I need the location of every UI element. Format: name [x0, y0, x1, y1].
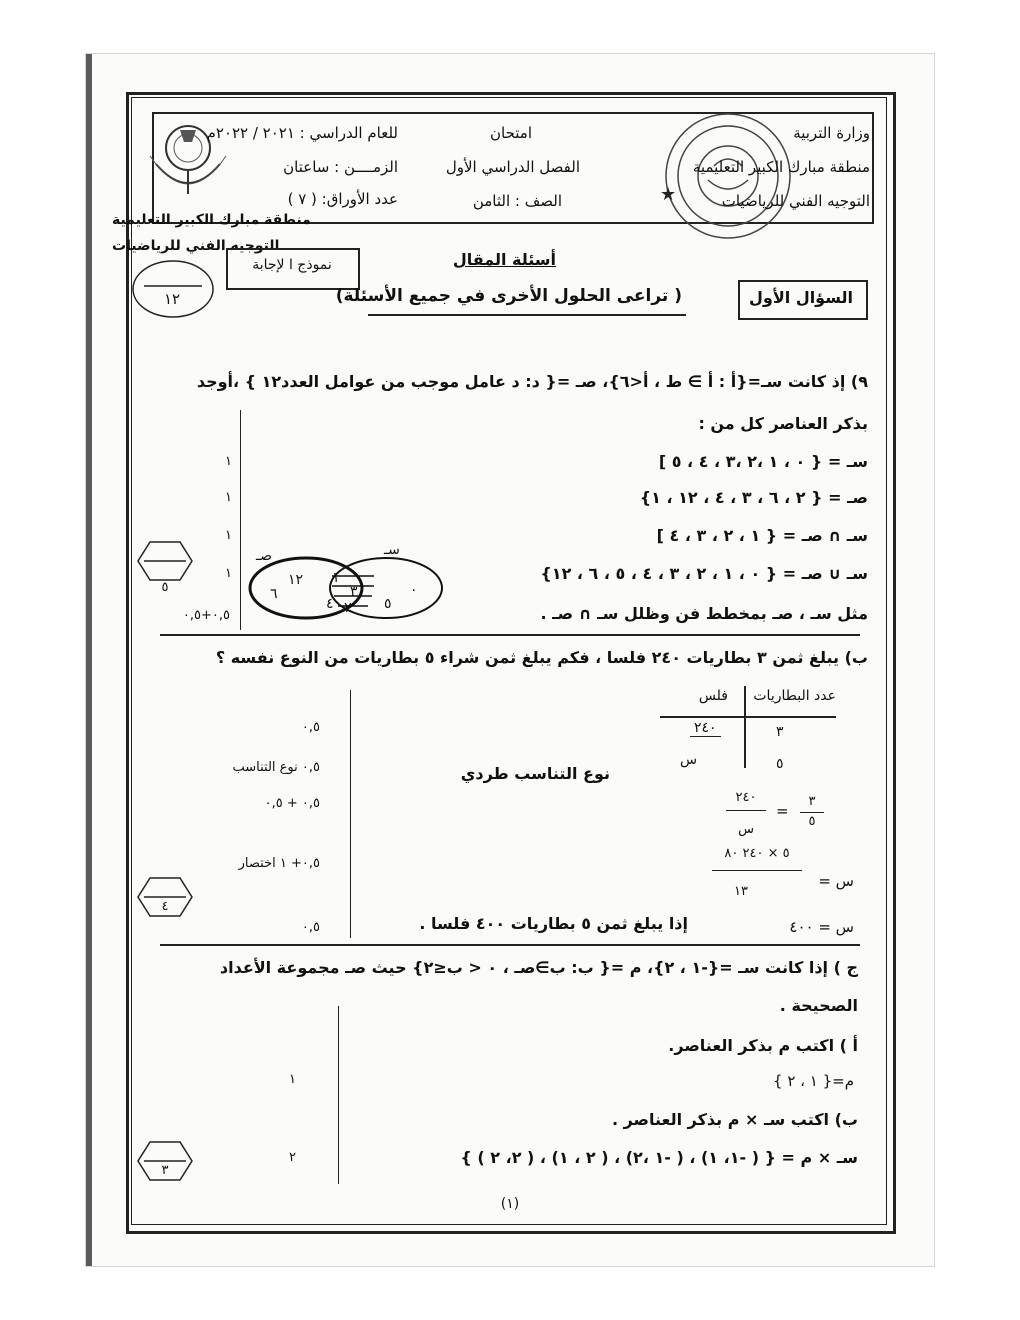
calc-denominator: ١٣: [734, 884, 748, 899]
venn-element: ٠: [410, 582, 418, 598]
total-score-circle: [130, 258, 216, 320]
part-a-score-hexagon: [136, 540, 194, 582]
stamp-text-region: منطقة مبارك الكبير التعليمية: [112, 212, 311, 228]
venn-element: ٦: [270, 586, 278, 602]
model-answer-label: نموذج ا لإجابة: [252, 257, 332, 273]
table-header-fils: فلس: [698, 688, 728, 704]
part-b-score-value: ٤: [161, 899, 169, 914]
mark: ٠,٥ نوع التناسب: [232, 760, 320, 775]
table-column-divider: [744, 686, 746, 768]
part-a-set-sad: صـ = { ٢ ، ٦ ، ٣ ، ٤ ، ١٢ ، ١}: [639, 488, 868, 507]
part-c-question-line1: ج ) إذا كانت سـ ={-١ ، ٢}، م ={ ب: ب∋صـ ، ٠ < ب≤٢} حيث صـ مجموعة الأعداد: [219, 958, 858, 977]
venn-element: ٥: [384, 596, 392, 612]
calc-result: س = ٤٠٠: [789, 918, 854, 936]
mark: ٢: [289, 1150, 296, 1165]
table-cell: س: [680, 752, 698, 768]
part-c-question-line2: الصحيحة .: [779, 996, 858, 1015]
prop-denominator-right: س: [738, 822, 754, 837]
paper-stack-edge: [86, 54, 92, 1266]
academic-year: للعام الدراسي : ٢٠٢١ / ٢٠٢٢م: [206, 124, 398, 142]
part-a-venn-instruction: مثل سـ ، صـ بمخطط فن وظلل سـ ∩ صـ .: [540, 604, 868, 623]
mark: ٠,٥+ ١ اختصار: [238, 856, 320, 871]
total-score-value: ١٢: [163, 290, 181, 308]
semester-label: الفصل الدراسي الأول: [445, 158, 580, 176]
table-rule: [660, 716, 836, 718]
table-header-count: عدد البطاريات: [753, 688, 836, 704]
department-name: التوجيه الفني للرياضيات: [721, 192, 870, 210]
prop-numerator-left: ٣: [808, 794, 816, 809]
page-number: (١): [500, 1196, 520, 1212]
part-b-question: ب) يبلغ ثمن ٣ بطاريات ٢٤٠ فلسا ، فكم يبلغ ثمن شراء ٥ بطاريات من النوع نفسه ؟: [215, 648, 868, 667]
part-a-set-s: سـ = { ٠ ، ١ ،٢ ،٣ ، ٤ ، ٥ ]: [658, 452, 868, 471]
part-c-answer-b: سـ × م = { ( -١، ١) ، ( -١ ،٢) ، ( ٢ ، ١) ، ( ٢، ٢ ) }: [460, 1148, 858, 1167]
venn-label-sad: صـ: [256, 548, 272, 564]
equals-sign: =: [776, 802, 789, 820]
part-a-mark-divider: [240, 410, 241, 630]
part-c-subquestion-a: أ ) اكتب م بذكر العناصر.: [668, 1036, 858, 1055]
part-a-question-line1: ٩) إذ كانت سـ={أ : أ ∋ ط ، أ<٦}، صـ ={ د: د عامل موجب من عوامل العدد١٢ } ،أوجد: [196, 372, 868, 391]
prop-numerator-right: ٢٤٠: [735, 790, 757, 805]
table-cell: ٢٤٠: [690, 720, 721, 737]
part-a-union: سـ ∪ صـ = { ٠ ، ١ ، ٢ ، ٣ ، ٤ ، ٥ ، ٦ ، ١٢}: [540, 564, 868, 583]
fraction-bar: [726, 810, 766, 811]
part-c-score-value: ٣: [161, 1163, 169, 1178]
venn-element: ١٢: [288, 572, 304, 588]
part-c-mark-divider: [338, 1006, 339, 1184]
part-b-conclusion: إذا يبلغ ثمن ٥ بطاريات ٤٠٠ فلسا .: [419, 914, 688, 933]
part-c-subquestion-b: ب) اكتب سـ × م بذكر العناصر .: [611, 1110, 858, 1129]
fraction-bar: [800, 812, 824, 813]
table-cell: ٣: [776, 724, 784, 740]
venn-label-s: سـ: [384, 542, 400, 558]
exam-duration: الزمــــن : ساعتان: [283, 158, 398, 176]
stamp-text-dept: التوجيه الفني للرياضيات: [112, 238, 280, 254]
sheet-count: عدد الأوراق: ( ٧ ): [287, 190, 398, 208]
part-a-question-line2: بذكر العناصر كل من :: [698, 414, 868, 433]
mark: ١: [289, 1072, 296, 1087]
mark: ٠,٥+٠,٥: [182, 608, 230, 623]
official-round-stamp: [650, 108, 800, 248]
instruction-text: ( تراعى الحلول الأخرى في جميع الأسئلة): [335, 286, 682, 306]
venn-element: ١: [332, 570, 340, 586]
instruction-underline: [368, 314, 686, 316]
exam-label: امتحان: [490, 124, 532, 142]
calc-left: س =: [818, 872, 854, 890]
prop-denominator-left: ٥: [808, 814, 816, 829]
section-divider: [160, 634, 860, 636]
part-c-answer-a: م={ ١ ، ٢ }: [773, 1072, 854, 1090]
proportion-type: نوع التناسب طردي: [460, 764, 610, 783]
mark: ١: [225, 528, 232, 543]
mark: ٠,٥ + ٠,٥: [264, 796, 320, 811]
venn-element: ٤: [326, 596, 334, 612]
part-a-intersection: سـ ∩ صـ = { ١ ، ٢ ، ٣ ، ٤ ]: [656, 526, 868, 545]
calc-numerator: ٥ × ٢٤٠ ٨٠: [724, 846, 790, 861]
part-a-score-value: ٥: [161, 580, 169, 595]
question-one-label: السؤال الأول: [749, 288, 853, 307]
mark: ١: [225, 454, 232, 469]
mark: ٠,٥: [301, 720, 320, 735]
venn-element: ٢: [344, 600, 352, 616]
svg-text:★: ★: [660, 184, 677, 205]
region-name: منطقة مبارك الكبير التعليمية: [692, 158, 870, 176]
fraction-bar: [712, 870, 802, 871]
mark: ١: [225, 566, 232, 581]
venn-element: ٣: [350, 584, 358, 600]
section-divider: [160, 944, 860, 946]
essay-section-title: أسئلة المقال: [452, 250, 556, 269]
table-cell: ٥: [776, 756, 784, 772]
grade-label: الصف : الثامن: [472, 192, 562, 210]
mark: ١: [225, 490, 232, 505]
mark: ٠,٥: [301, 920, 320, 935]
ministry-name: وزارة التربية: [793, 124, 870, 142]
part-b-mark-divider: [350, 690, 351, 938]
